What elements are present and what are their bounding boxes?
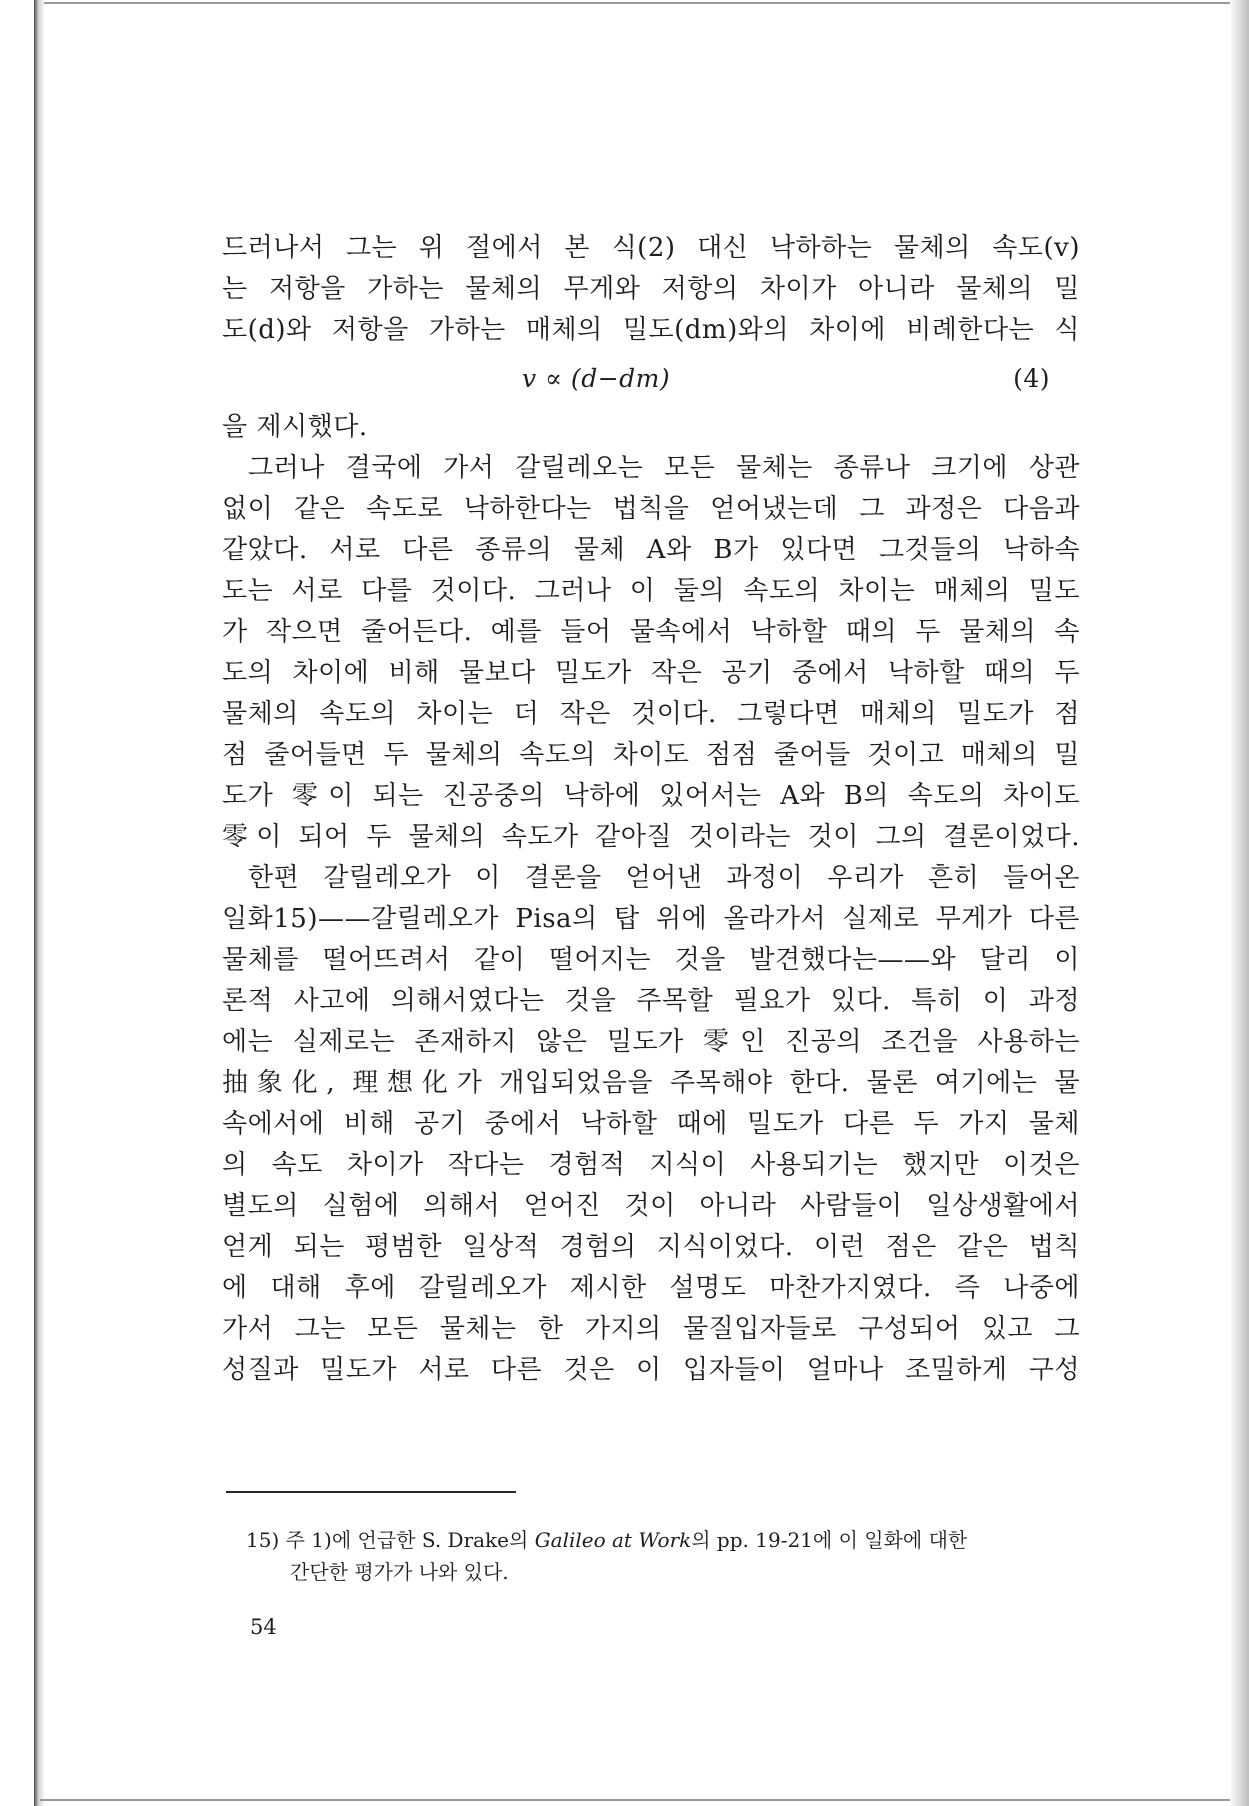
text-line: 드러나서 그는 위 절에서 본 식(2) 대신 낙하하는 물체의 속도(v) [222, 233, 1080, 263]
text-line: 가서 그는 모든 물체는 한 가지의 물질입자들로 구성되어 있고 그 [222, 1314, 1080, 1344]
text-line: 도가 零이 되는 진공중의 낙하에 있어서는 A와 B의 속도의 차이도 [222, 781, 1080, 811]
text-line: 없이 같은 속도로 낙하한다는 법칙을 얻어냈는데 그 과정은 다음과 [222, 494, 1080, 524]
book-spine-shadow [34, 0, 44, 1806]
text-line: 얻게 되는 평범한 일상적 경험의 지식이었다. 이런 점은 같은 법칙 [222, 1232, 1080, 1262]
text-line: 물체의 속도의 차이는 더 작은 것이다. 그렇다면 매체의 밀도가 점 [222, 699, 1080, 729]
text-line: 그러나 결국에 가서 갈릴레오는 모든 물체는 종류나 크기에 상관 [248, 453, 1080, 483]
text-line: 가 작으면 줄어든다. 예를 들어 물속에서 낙하할 때의 두 물체의 속 [222, 617, 1080, 647]
text-line: 론적 사고에 의해서였다는 것을 주목할 필요가 있다. 특히 이 과정 [222, 986, 1080, 1016]
text-line: 는 저항을 가하는 물체의 무게와 저항의 차이가 아니라 물체의 밀 [222, 274, 1080, 304]
text-line: 속에서에 비해 공기 중에서 낙하할 때에 밀도가 다른 두 가지 물체 [222, 1109, 1080, 1139]
page-bottom-border [40, 1799, 1230, 1801]
text-line: 의 속도 차이가 작다는 경험적 지식이 사용되기는 했지만 이것은 [222, 1150, 1080, 1180]
text-line: 일화15)——갈릴레오가 Pisa의 탑 위에 올라가서 실제로 무게가 다른 [222, 904, 1080, 934]
text-line: 도는 서로 다를 것이다. 그러나 이 둘의 속도의 차이는 매체의 밀도 [222, 576, 1080, 606]
equation-formula: v ∝ (d−dm) [522, 364, 671, 393]
footnote-marker: 15) [246, 1528, 280, 1552]
text-line: 에 대해 후에 갈릴레오가 제시한 설명도 마찬가지였다. 즉 나중에 [222, 1273, 1080, 1303]
footnote-line [246, 1524, 1080, 1556]
page-edge-shadow [1231, 0, 1249, 1806]
equation [222, 351, 1080, 407]
footnote-text: 주 1)에 언급한 S. Drake의 [285, 1528, 535, 1552]
text-line: 도의 차이에 비해 물보다 밀도가 작은 공기 중에서 낙하할 때의 두 [222, 658, 1080, 688]
body-text [222, 228, 1080, 1391]
text-line: 같았다. 서로 다른 종류의 물체 A와 B가 있다면 그것들의 낙하속 [222, 535, 1080, 565]
text-line: 도(d)와 저항을 가하는 매체의 밀도(dm)와의 차이에 비례한다는 식 [222, 315, 1080, 345]
footnote-rule [226, 1491, 516, 1493]
text-line: 성질과 밀도가 서로 다른 것은 이 입자들이 얼마나 조밀하게 구성 [222, 1355, 1080, 1385]
text-line: 을 제시했다. [222, 412, 368, 442]
text-line: 한편 갈릴레오가 이 결론을 얻어낸 과정이 우리가 흔히 들어온 [248, 863, 1080, 893]
text-line: 에는 실제로는 존재하지 않은 밀도가 零인 진공의 조건을 사용하는 [222, 1027, 1080, 1057]
text-line: 抽象化, 理想化가 개입되었음을 주목해야 한다. 물론 여기에는 물 [222, 1068, 1080, 1098]
footnote-text: 의 pp. 19-21에 이 일화에 대한 [691, 1528, 968, 1552]
equation-number: (4) [1013, 364, 1050, 393]
text-line: 점 줄어들면 두 물체의 속도의 차이도 점점 줄어들 것이고 매체의 밀 [222, 740, 1080, 770]
footnote [246, 1524, 1080, 1588]
text-line: 물체를 떨어뜨려서 같이 떨어지는 것을 발견했다는——와 달리 이 [222, 945, 1080, 975]
text-line: 별도의 실험에 의해서 얻어진 것이 아니라 사람들이 일상생활에서 [222, 1191, 1080, 1221]
text-line: 零이 되어 두 물체의 속도가 같아질 것이라는 것이 그의 결론이었다. [222, 822, 1080, 852]
page-number: 54 [250, 1615, 277, 1639]
footnote-book-title: Galileo at Work [534, 1528, 692, 1552]
footnote-line: 간단한 평가가 나와 있다. [290, 1560, 509, 1584]
